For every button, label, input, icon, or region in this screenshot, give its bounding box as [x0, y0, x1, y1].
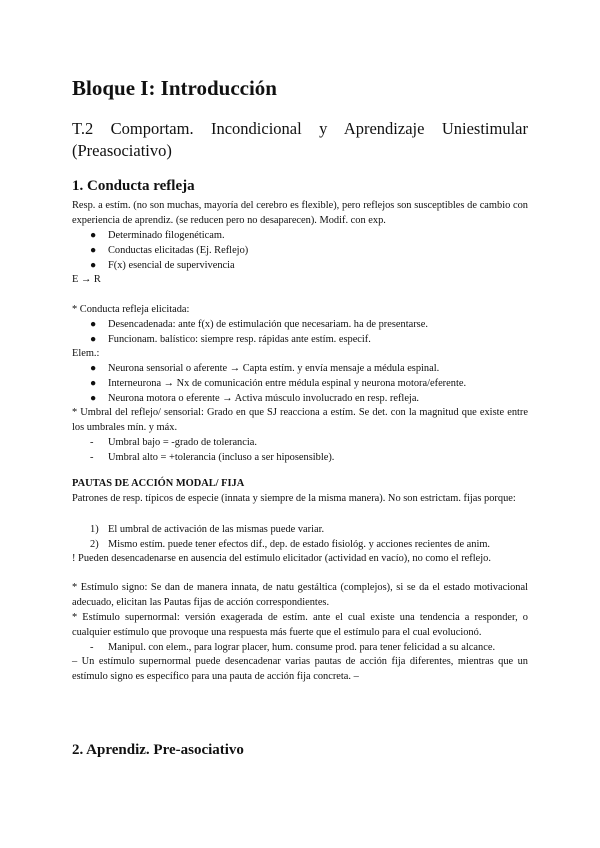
- formula-text: E → R: [72, 274, 101, 285]
- pautas-heading: PAUTAS DE ACCIÓN MODAL/ FIJA: [72, 478, 245, 489]
- topic-title: T.2 Comportam. Incondicional y Aprendizaje Uniestimular (Preasociativo): [72, 119, 528, 160]
- bullet-marker: ●: [90, 245, 97, 256]
- dash-text: Manipul. con elem., para lograr placer, hum. consume prod. para tener felicidad a su alcance.: [108, 642, 496, 653]
- bullet-text: Interneurona → Nx de comunicación entre médula espinal y neurona motora/eferente.: [108, 378, 467, 389]
- bullet-marker: ●: [90, 334, 97, 345]
- supernormal-note: * Estímulo supernormal: versión exagerada de estím. ante el cual existe una tendencia a responder, o cualquier estímulo que provoque una respuesta más fuerte que el estímulo para el cual evolucionó.: [72, 612, 528, 638]
- bullet-text: Funcionam. balístico: siempre resp. rápidas ante estím. especif.: [108, 334, 371, 345]
- dash-text: Umbral alto = +tolerancia (incluso a ser hiposensible).: [108, 452, 335, 463]
- elicited-note: * Conducta refleja elicitada:: [72, 304, 190, 315]
- bullet-marker: ●: [90, 393, 97, 404]
- dash-text: Umbral bajo = -grado de tolerancia.: [108, 437, 257, 448]
- bullet-marker: ●: [90, 230, 97, 241]
- vacuum-note: ! Pueden desencadenarse en ausencia del estímulo elicitador (actividad en vacío), no como el reflejo.: [72, 553, 491, 564]
- bullet-text: Neurona sensorial o aferente → Capta estím. y envía mensaje a médula espinal.: [108, 363, 440, 374]
- threshold-note: * Umbral del reflejo/ sensorial: Grado en que SJ reacciona a estím. Se det. con la magnitud que existe entre los umbrales mín. y máx.: [72, 407, 528, 433]
- number-marker: 2): [90, 539, 99, 550]
- bullet-marker: ●: [90, 363, 97, 374]
- section1-heading: 1. Conducta refleja: [72, 178, 195, 194]
- section2-heading: 2. Aprendiz. Pre-asociativo: [72, 742, 244, 758]
- numbered-text: El umbral de activación de las mismas puede variar.: [108, 524, 325, 535]
- dash-marker: -: [90, 437, 94, 448]
- pautas-intro: Patrones de resp. típicos de especie (innata y siempre de la misma manera). No son estrictam. fijas porque:: [72, 493, 516, 504]
- bullet-text: Determinado filogenéticam.: [108, 230, 225, 241]
- bullet-marker: ●: [90, 319, 97, 330]
- dash-marker: -: [90, 642, 94, 653]
- bullet-text: F(x) esencial de supervivencia: [108, 260, 235, 271]
- bullet-text: Neurona motora o eferente → Activa músculo involucrado en resp. refleja.: [108, 393, 420, 404]
- bullet-text: Conductas elicitadas (Ej. Reflejo): [108, 245, 249, 256]
- section1-intro: Resp. a estím. (no son muchas, mayoría del cerebro es flexible), pero reflejos son susceptibles de cambio con experiencia de aprendiz. (se reducen pero no desaparecen). Modif. con exp.: [72, 200, 528, 226]
- block-title: Bloque I: Introducción: [72, 76, 277, 100]
- bullet-marker: ●: [90, 260, 97, 271]
- sign-stimulus-note: * Estímulo signo: Se dan de manera innata, de natu gestáltica (complejos), si se da el estado motivacional adecuado, elicitan las Pautas fijas de acción correspondientes.: [72, 582, 528, 608]
- closing-note: – Un estímulo supernormal puede desencadenar varias pautas de acción fija diferentes, mientras que un estímulo signo es específico para una pauta de acción fija concreta. –: [72, 656, 528, 682]
- numbered-text: Mismo estím. puede tener efectos dif., dep. de estado fisiológ. y acciones recientes de anim.: [108, 539, 491, 550]
- number-marker: 1): [90, 524, 99, 535]
- dash-marker: -: [90, 452, 94, 463]
- elem-label: Elem.:: [72, 348, 100, 359]
- bullet-text: Desencadenada: ante f(x) de estimulación que necesariam. ha de presentarse.: [108, 319, 428, 330]
- bullet-marker: ●: [90, 378, 97, 389]
